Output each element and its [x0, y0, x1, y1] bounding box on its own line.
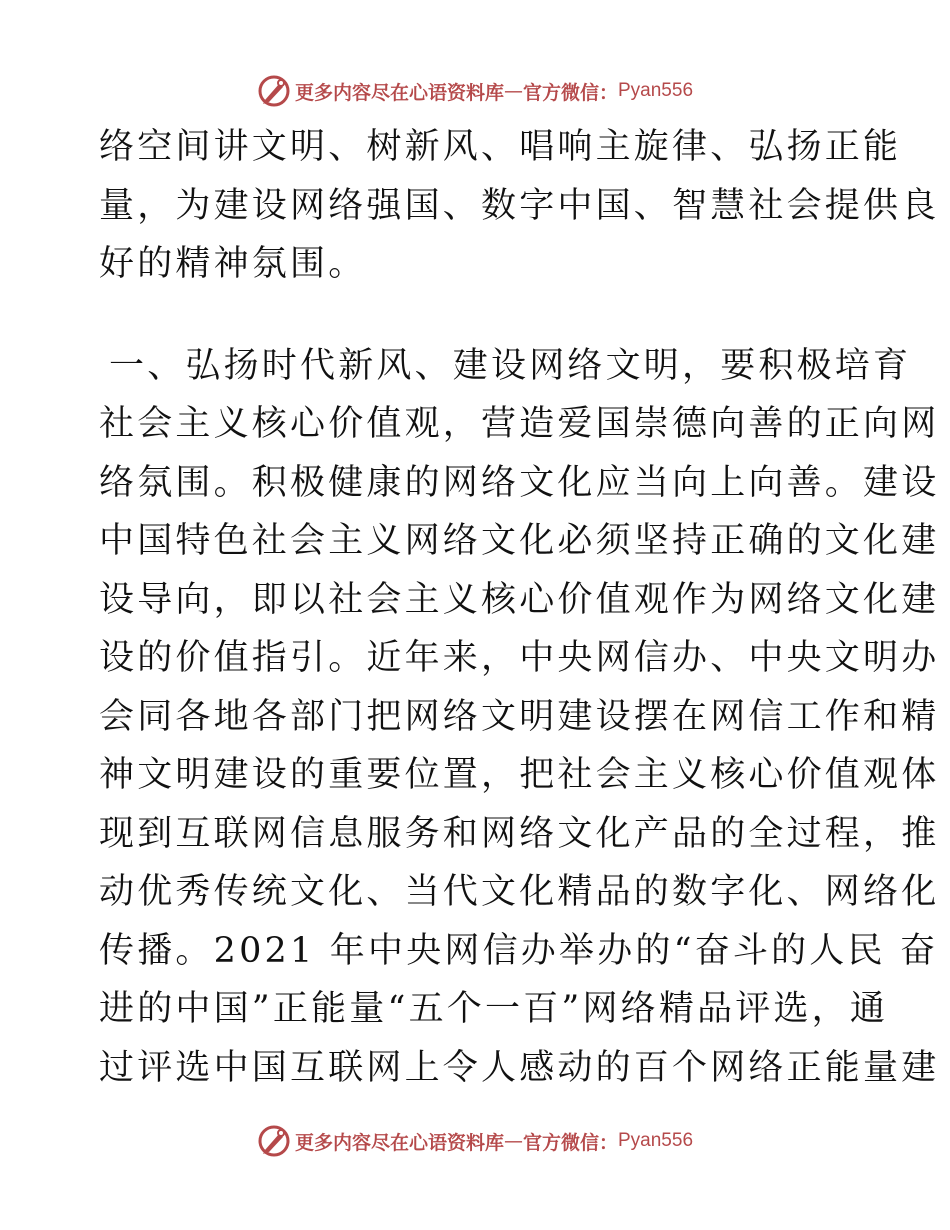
text-line: 神文明建设的重要位置，把社会主义核心价值观体: [99, 755, 940, 795]
text-line: 过评选中国互联网上令人感动的百个网络正能量建: [99, 1047, 940, 1088]
text-line: 量，为建设网络强国、数字中国、智慧社会提供良: [99, 185, 940, 226]
text-line: 会同各地各部门把网络文明建设摆在网信工作和精: [99, 696, 940, 737]
watermark-label: 官方微信：: [522, 81, 618, 104]
watermark-wechat-id: Pyan556: [618, 1130, 694, 1151]
paragraph-gap: [99, 294, 851, 337]
watermark-site-text: 更多内容尽在心语资料库: [294, 1131, 504, 1154]
header-watermark: [0, 71, 950, 111]
text-line: 进的中国”正能量“五个一百”网络精品评选，通: [99, 989, 889, 1029]
pen-logo-icon: [257, 74, 291, 108]
text-line: 设导向，即以社会主义核心价值观作为网络文化建: [99, 579, 940, 620]
text-line: 现到互联网信息服务和网络文化产品的全过程，推: [99, 813, 940, 854]
paragraph-2: [99, 337, 940, 1098]
text-line: 络空间讲文明、树新风、唱响主旋律、弘扬正能: [99, 127, 902, 167]
footer-watermark: [0, 1121, 950, 1161]
paragraph-1: [99, 118, 940, 294]
text-line: 动优秀传统文化、当代文化精品的数字化、网络化: [99, 872, 940, 912]
text-line: 中国特色社会主义网络文化必须坚持正确的文化建: [99, 521, 940, 561]
text-line: 设的价值指引。近年来，中央网信办、中央文明办: [99, 638, 940, 678]
pen-logo-icon: [257, 1124, 291, 1158]
text-line: 传播。2021 年中央网信办举办的“奋斗的人民 奋: [99, 930, 939, 971]
watermark-wechat-id: Pyan556: [618, 80, 694, 101]
watermark-label: 官方微信：: [522, 1131, 618, 1154]
text-line: 社会主义核心价值观，营造爱国崇德向善的正向网: [99, 404, 940, 444]
text-line: 一、弘扬时代新风、建设网络文明，要积极培育: [109, 345, 912, 386]
watermark-site-text: 更多内容尽在心语资料库: [294, 81, 504, 104]
text-line: 好的精神氛围。: [99, 244, 367, 284]
watermark-separator: —: [503, 1130, 523, 1152]
document-body: [99, 118, 940, 1097]
watermark-separator: —: [503, 80, 523, 102]
text-line: 络氛围。积极健康的网络文化应当向上向善。建设: [99, 462, 940, 503]
